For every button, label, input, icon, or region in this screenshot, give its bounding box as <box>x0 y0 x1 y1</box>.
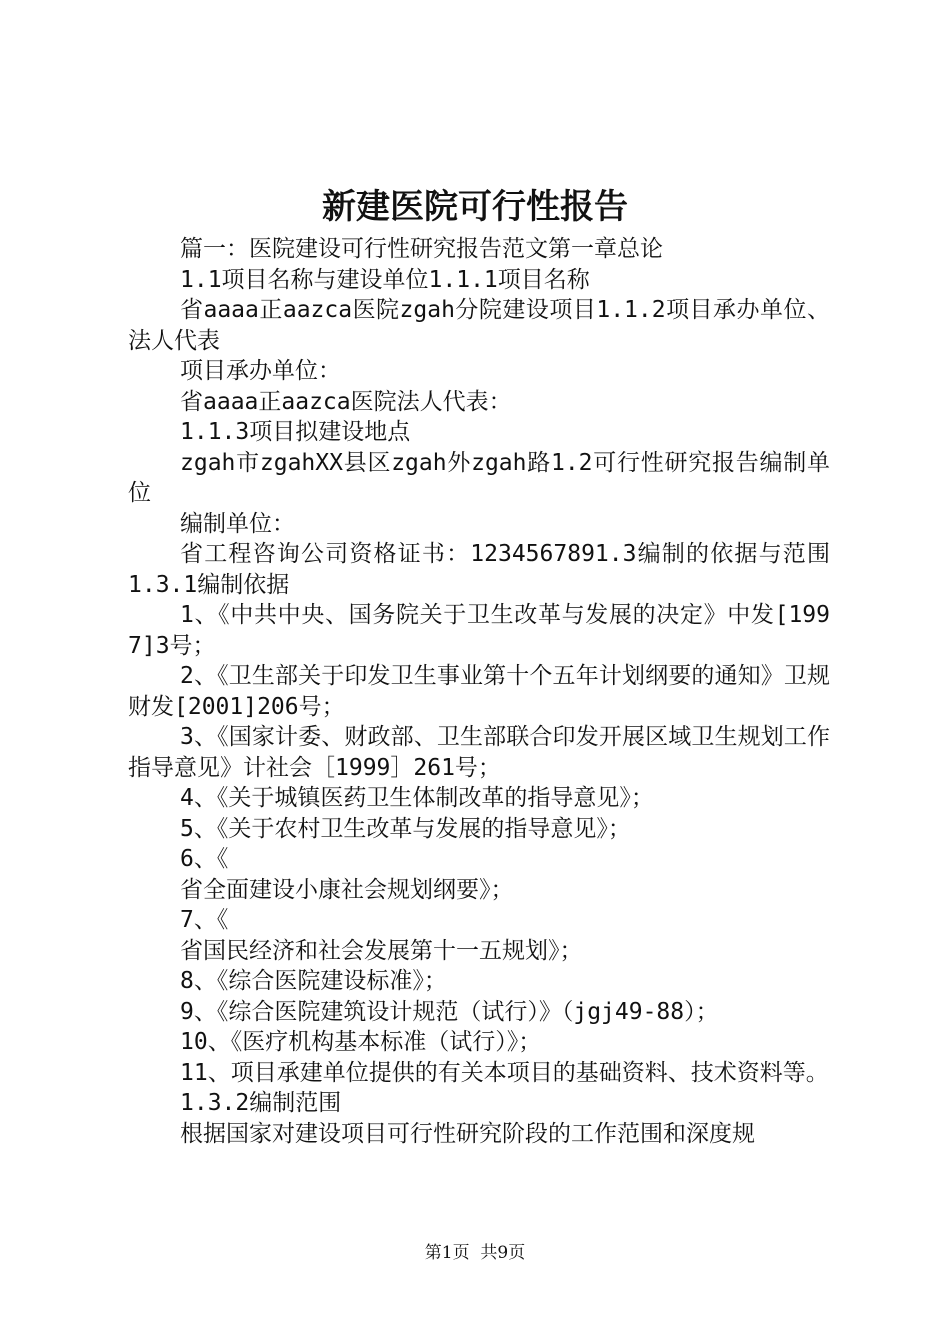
footer-spacer <box>470 1243 481 1263</box>
paragraph: 4、《关于城镇医药卫生体制改革的指导意见》； <box>180 785 654 811</box>
document-title: 新建医院可行性报告 <box>322 187 628 227</box>
paragraph: 11、项目承建单位提供的有关本项目的基础资料、技术资料等。 <box>180 1059 829 1086</box>
paragraph: 3、《国家计委、财政部、卫生部联合印发开展区域卫生规划工作指导意见》计社会［1999］261号； <box>128 724 830 781</box>
paragraph: 1.3.2编制范围 <box>180 1090 342 1116</box>
paragraph: zgah市zgahXX县区zgah外zgah路1.2可行性研究报告编制单位 <box>128 449 830 506</box>
paragraph: 根据国家对建设项目可行性研究阶段的工作范围和深度规 <box>180 1120 755 1147</box>
paragraph: 1、《中共中央、国务院关于卫生改革与发展的决定》中发[1997]3号； <box>128 602 830 659</box>
page-number: 第1页 <box>424 1243 470 1263</box>
paragraph: 9、《综合医院建筑设计规范（试行）》（jgj49-88）； <box>180 998 719 1025</box>
paragraph: 6、《 <box>180 846 229 872</box>
paragraph: 1.1项目名称与建设单位1.1.1项目名称 <box>180 266 590 293</box>
paragraph: 编制单位： <box>180 510 295 537</box>
paragraph: 省国民经济和社会发展第十一五规划》； <box>180 937 583 964</box>
paragraph: 省aaaa正aazca医院zgah分院建设项目1.1.2项目承办单位、法人代表 <box>128 297 830 354</box>
paragraph: 5、《关于农村卫生改革与发展的指导意见》； <box>180 815 631 842</box>
paragraph: 10、《医疗机构基本标准（试行）》； <box>180 1029 542 1055</box>
paragraph: 省aaaa正aazca医院法人代表： <box>180 388 512 415</box>
paragraph: 1.1.3项目拟建设地点 <box>180 419 411 445</box>
paragraph: 省工程咨询公司资格证书：1234567891.3编制的依据与范围1.3.1编制依据 <box>128 541 830 598</box>
paragraph: 项目承办单位： <box>180 358 341 384</box>
document-body <box>128 234 830 1149</box>
paragraph: 省全面建设小康社会规划纲要》； <box>180 876 514 903</box>
page-total: 共9页 <box>480 1243 526 1263</box>
paragraph: 2、《卫生部关于印发卫生事业第十个五年计划纲要的通知》卫规财发[2001]206号； <box>128 663 830 720</box>
paragraph: 7、《 <box>180 907 229 933</box>
page-footer <box>0 1240 950 1266</box>
paragraph: 8、《综合医院建设标准》； <box>180 968 447 994</box>
paragraph: 篇一：医院建设可行性研究报告范文第一章总论 <box>180 236 663 262</box>
